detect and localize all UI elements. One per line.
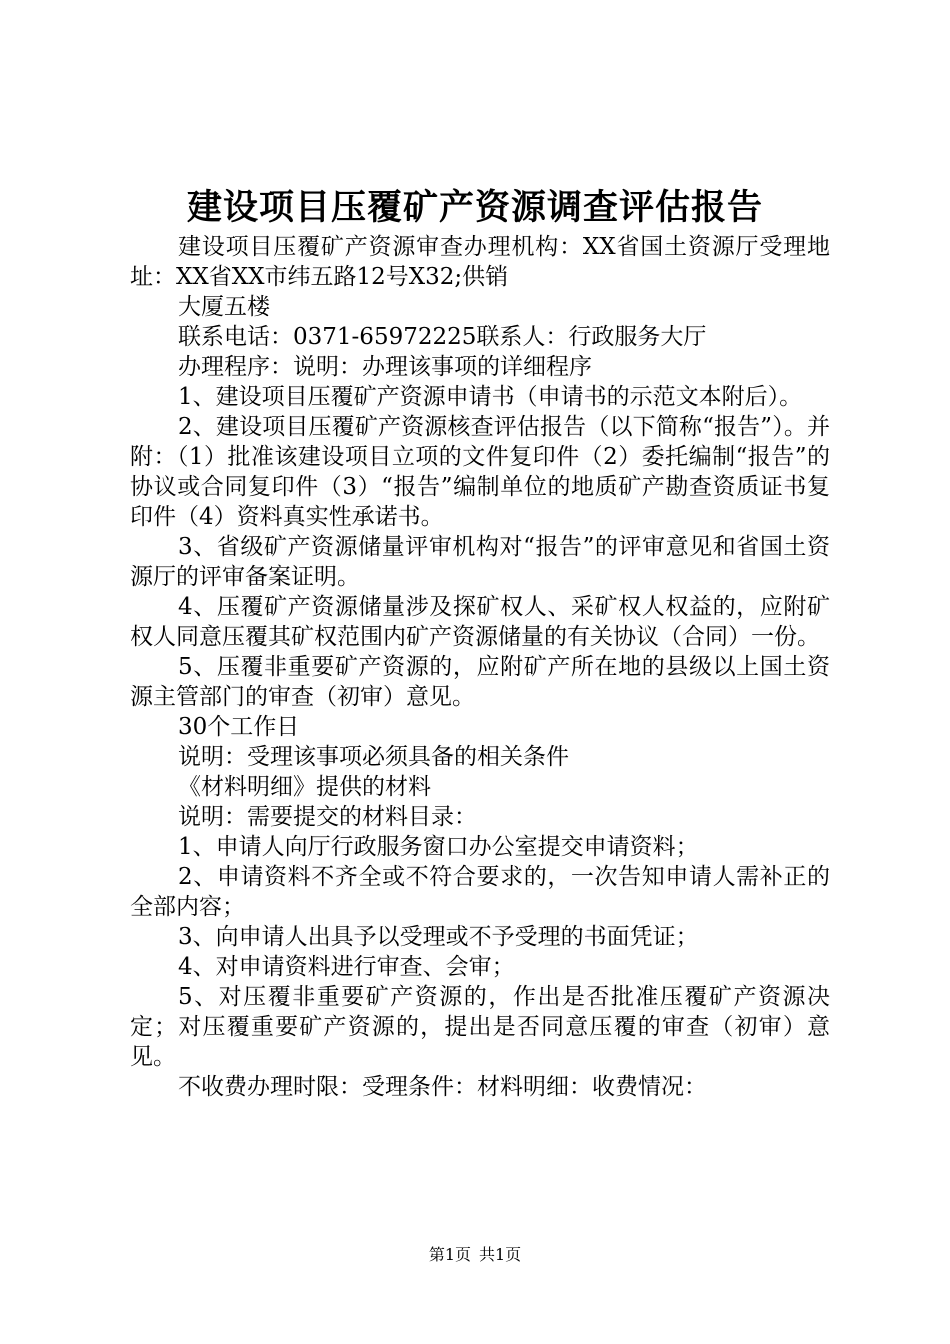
page-total: 共1页 <box>479 1245 522 1264</box>
paragraph: 说明：受理该事项必须具备的相关条件 <box>178 744 569 770</box>
paragraph: 4、压覆矿产资源储量涉及探矿权人、采矿权人权益的，应附矿权人同意压覆其矿权范围内矿产资源储量的有关协议（合同）一份。 <box>130 594 830 650</box>
paragraph: 大厦五楼 <box>178 294 270 320</box>
page-footer <box>0 1244 950 1266</box>
paragraph: 1、申请人向厅行政服务窗口办公室提交申请资料； <box>178 834 699 860</box>
paragraph: 4、对申请资料进行审查、会审； <box>178 954 515 980</box>
paragraph: 30个工作日 <box>178 714 300 740</box>
paragraph: 不收费办理时限：受理条件：材料明细：收费情况： <box>178 1074 707 1100</box>
paragraph: 说明：需要提交的材料目录： <box>178 804 477 830</box>
paragraph: 建设项目压覆矿产资源审查办理机构：XX省国土资源厅受理地址：XX省XX市纬五路12号X32;供销 <box>130 234 830 290</box>
paragraph: 2、申请资料不齐全或不符合要求的，一次告知申请人需补正的全部内容； <box>130 864 830 920</box>
paragraph: 2、建设项目压覆矿产资源核查评估报告（以下简称“报告”）。并附：（1）批准该建设项目立项的文件复印件（2）委托编制“报告”的协议或合同复印件（3）“报告”编制单位的地质矿产勘查资质证书复印件（4）资料真实性承诺书。 <box>130 414 830 530</box>
paragraph: 联系电话：0371-65972225联系人：行政服务大厅 <box>178 324 707 350</box>
page-number: 第1页 <box>428 1245 471 1264</box>
document-title: 建设项目压覆矿产资源调查评估报告 <box>186 187 763 228</box>
paragraph: 5、对压覆非重要矿产资源的，作出是否批准压覆矿产资源决定；对压覆重要矿产资源的，提出是否同意压覆的审查（初审）意见。 <box>130 984 830 1070</box>
paragraph: 办理程序：说明：办理该事项的详细程序 <box>178 354 592 380</box>
paragraph: 3、向申请人出具予以受理或不予受理的书面凭证； <box>178 924 699 950</box>
paragraph: 1、建设项目压覆矿产资源申请书（申请书的示范文本附后）。 <box>178 384 803 410</box>
paragraph: 3、省级矿产资源储量评审机构对“报告”的评审意见和省国土资源厅的评审备案证明。 <box>130 534 830 590</box>
paragraph: 《材料明细》提供的材料 <box>178 774 431 800</box>
paragraph: 5、压覆非重要矿产资源的，应附矿产所在地的县级以上国土资源主管部门的审查（初审）意见。 <box>130 654 830 710</box>
document-body <box>130 232 830 1102</box>
